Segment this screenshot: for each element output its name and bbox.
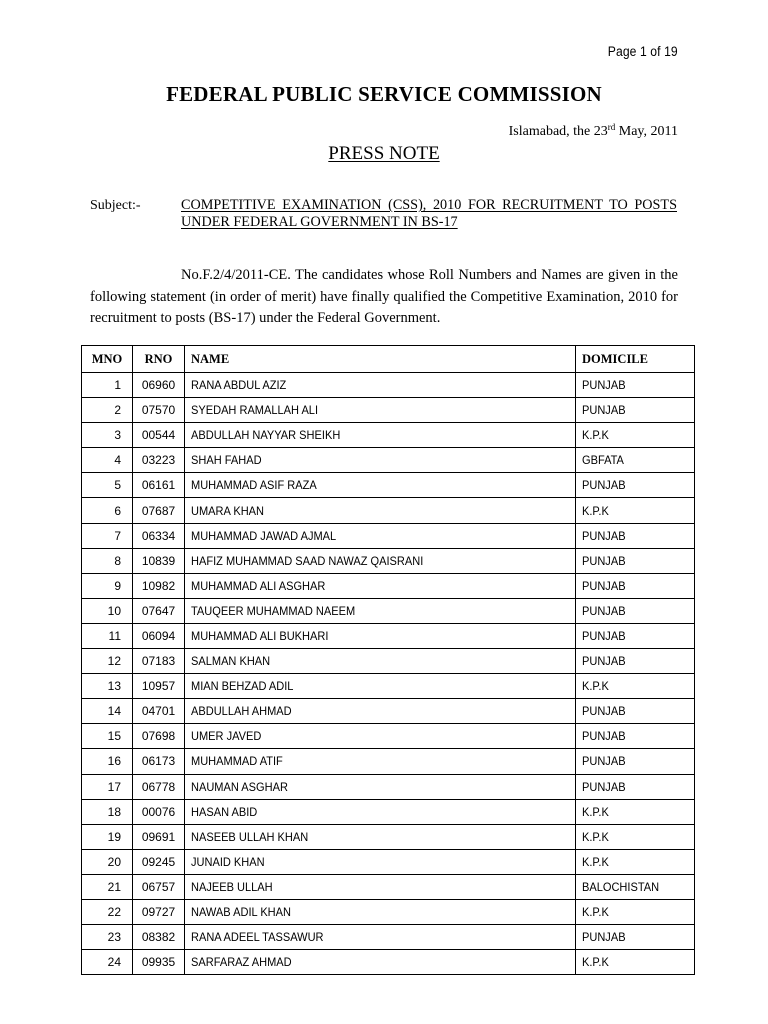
cell-domicile-text: BALOCHISTAN bbox=[582, 879, 660, 894]
cell-domicile-text: PUNJAB bbox=[582, 578, 626, 593]
cell-name-text: UMER JAVED bbox=[191, 729, 262, 744]
cell-rno: 07698 bbox=[133, 724, 185, 749]
cell-name-text: NAUMAN ASGHAR bbox=[191, 779, 288, 794]
cell-domicile-text: K.P.K bbox=[582, 854, 609, 869]
body-paragraph: No.F.2/4/2011-CE. The candidates whose Roll Numbers and Names are given in the following statement (in order of merit) have finally qualified the Competitive Examination, 2010 for recruitment to posts (BS-17) under the Federal Government. bbox=[90, 267, 678, 326]
cell-domicile-text: PUNJAB bbox=[582, 403, 626, 418]
cell-domicile-text: K.P.K bbox=[582, 428, 609, 443]
cell-domicile bbox=[576, 899, 695, 924]
cell-name-text: NAJEEB ULLAH bbox=[191, 879, 273, 894]
cell-name bbox=[185, 423, 576, 448]
cell-name bbox=[185, 623, 576, 648]
cell-domicile-text: PUNJAB bbox=[582, 528, 626, 543]
cell-domicile-text: PUNJAB bbox=[582, 603, 626, 618]
table-row bbox=[82, 749, 695, 774]
cell-domicile bbox=[576, 874, 695, 899]
table-row bbox=[82, 849, 695, 874]
cell-domicile bbox=[576, 623, 695, 648]
cell-mno: 7 bbox=[82, 523, 133, 548]
cell-mno: 14 bbox=[82, 699, 133, 724]
cell-name bbox=[185, 799, 576, 824]
cell-domicile-text: PUNJAB bbox=[582, 478, 626, 493]
cell-domicile bbox=[576, 824, 695, 849]
cell-domicile-text: PUNJAB bbox=[582, 754, 626, 769]
cell-name-text: MUHAMMAD JAWAD AJMAL bbox=[191, 528, 337, 543]
cell-domicile bbox=[576, 548, 695, 573]
cell-domicile-text: PUNJAB bbox=[582, 930, 626, 945]
cell-name bbox=[185, 899, 576, 924]
table-row bbox=[82, 774, 695, 799]
cell-mno: 6 bbox=[82, 498, 133, 523]
cell-rno: 09727 bbox=[133, 899, 185, 924]
cell-rno: 09935 bbox=[133, 950, 185, 975]
table-row bbox=[82, 799, 695, 824]
cell-name bbox=[185, 448, 576, 473]
header-rno: RNO bbox=[133, 346, 185, 373]
cell-name-text: TAUQEER MUHAMMAD NAEEM bbox=[191, 603, 356, 618]
cell-name bbox=[185, 699, 576, 724]
table-row bbox=[82, 573, 695, 598]
cell-name-text: SALMAN KHAN bbox=[191, 654, 271, 669]
cell-name-text: SYEDAH RAMALLAH ALI bbox=[191, 403, 319, 418]
table-row bbox=[82, 473, 695, 498]
table-header-row bbox=[82, 346, 695, 373]
cell-name bbox=[185, 749, 576, 774]
cell-name-text: MUHAMMAD ALI ASGHAR bbox=[191, 578, 326, 593]
cell-name-text: UMARA KHAN bbox=[191, 503, 265, 518]
table-row bbox=[82, 674, 695, 699]
cell-domicile bbox=[576, 849, 695, 874]
subject-text: COMPETITIVE EXAMINATION (CSS), 2010 FOR RECRUITMENT TO POSTS UNDER FEDERAL GOVERNMENT IN BS-17 bbox=[181, 197, 677, 230]
table-row bbox=[82, 950, 695, 975]
cell-domicile bbox=[576, 649, 695, 674]
table-row bbox=[82, 598, 695, 623]
cell-name bbox=[185, 824, 576, 849]
cell-mno: 16 bbox=[82, 749, 133, 774]
cell-domicile-text: PUNJAB bbox=[582, 779, 626, 794]
cell-name bbox=[185, 649, 576, 674]
cell-name-text: NAWAB ADIL KHAN bbox=[191, 905, 292, 920]
cell-mno: 4 bbox=[82, 448, 133, 473]
cell-rno: 06173 bbox=[133, 749, 185, 774]
cell-name bbox=[185, 674, 576, 699]
cell-mno: 23 bbox=[82, 925, 133, 950]
cell-domicile bbox=[576, 799, 695, 824]
cell-name bbox=[185, 950, 576, 975]
cell-domicile bbox=[576, 749, 695, 774]
cell-domicile bbox=[576, 573, 695, 598]
subject-label: Subject:- bbox=[90, 198, 141, 213]
cell-domicile bbox=[576, 523, 695, 548]
cell-name bbox=[185, 473, 576, 498]
cell-domicile-text: K.P.K bbox=[582, 804, 609, 819]
dateline bbox=[509, 124, 678, 140]
date-rest: May, 2011 bbox=[615, 124, 678, 139]
table-row bbox=[82, 699, 695, 724]
cell-rno: 10982 bbox=[133, 573, 185, 598]
cell-rno: 06757 bbox=[133, 874, 185, 899]
table-row bbox=[82, 925, 695, 950]
table-row bbox=[82, 824, 695, 849]
cell-domicile-text: K.P.K bbox=[582, 905, 609, 920]
cell-domicile bbox=[576, 373, 695, 398]
table-row bbox=[82, 724, 695, 749]
page-number: Page 1 of 19 bbox=[608, 44, 678, 59]
cell-name-text: ABDULLAH AHMAD bbox=[191, 704, 292, 719]
cell-domicile-text: PUNJAB bbox=[582, 704, 626, 719]
cell-rno: 04701 bbox=[133, 699, 185, 724]
table-row bbox=[82, 899, 695, 924]
cell-name-text: RANA ADEEL TASSAWUR bbox=[191, 930, 324, 945]
cell-mno: 5 bbox=[82, 473, 133, 498]
cell-domicile-text: K.P.K bbox=[582, 503, 609, 518]
cell-mno: 3 bbox=[82, 423, 133, 448]
cell-mno: 11 bbox=[82, 623, 133, 648]
header-name: NAME bbox=[185, 346, 576, 373]
cell-domicile-text: PUNJAB bbox=[582, 553, 626, 568]
table-row bbox=[82, 649, 695, 674]
cell-domicile-text: PUNJAB bbox=[582, 729, 626, 744]
cell-name bbox=[185, 774, 576, 799]
cell-mno: 10 bbox=[82, 598, 133, 623]
cell-rno: 07687 bbox=[133, 498, 185, 523]
cell-rno: 07183 bbox=[133, 649, 185, 674]
table-row bbox=[82, 874, 695, 899]
table-row bbox=[82, 498, 695, 523]
cell-name bbox=[185, 849, 576, 874]
cell-name-text: MUHAMMAD ATIF bbox=[191, 754, 283, 769]
cell-rno: 00544 bbox=[133, 423, 185, 448]
cell-mno: 12 bbox=[82, 649, 133, 674]
cell-name bbox=[185, 498, 576, 523]
cell-rno: 06161 bbox=[133, 473, 185, 498]
cell-mno: 17 bbox=[82, 774, 133, 799]
cell-name bbox=[185, 925, 576, 950]
cell-rno: 03223 bbox=[133, 448, 185, 473]
cell-name bbox=[185, 373, 576, 398]
cell-name bbox=[185, 523, 576, 548]
table-row bbox=[82, 523, 695, 548]
table-row bbox=[82, 398, 695, 423]
cell-domicile bbox=[576, 398, 695, 423]
cell-rno: 07647 bbox=[133, 598, 185, 623]
cell-rno: 06778 bbox=[133, 774, 185, 799]
cell-domicile-text: K.P.K bbox=[582, 955, 609, 970]
cell-name-text: SARFARAZ AHMAD bbox=[191, 955, 292, 970]
cell-mno: 15 bbox=[82, 724, 133, 749]
cell-name-text: NASEEB ULLAH KHAN bbox=[191, 829, 309, 844]
cell-domicile-text: PUNJAB bbox=[582, 628, 626, 643]
cell-name-text: MUHAMMAD ALI BUKHARI bbox=[191, 628, 329, 643]
cell-domicile bbox=[576, 774, 695, 799]
cell-domicile-text: K.P.K bbox=[582, 679, 609, 694]
cell-mno: 21 bbox=[82, 874, 133, 899]
cell-domicile bbox=[576, 925, 695, 950]
cell-domicile bbox=[576, 473, 695, 498]
cell-mno: 24 bbox=[82, 950, 133, 975]
cell-mno: 2 bbox=[82, 398, 133, 423]
cell-name-text: RANA ABDUL AZIZ bbox=[191, 378, 287, 393]
cell-name bbox=[185, 548, 576, 573]
cell-name-text: HASAN ABID bbox=[191, 804, 258, 819]
cell-domicile-text: GBFATA bbox=[582, 453, 624, 468]
cell-rno: 08382 bbox=[133, 925, 185, 950]
cell-mno: 13 bbox=[82, 674, 133, 699]
cell-domicile bbox=[576, 724, 695, 749]
cell-domicile bbox=[576, 498, 695, 523]
cell-name bbox=[185, 398, 576, 423]
cell-name bbox=[185, 598, 576, 623]
table-row bbox=[82, 623, 695, 648]
date-ordinal-suffix: rd bbox=[607, 122, 616, 132]
cell-name bbox=[185, 573, 576, 598]
cell-name-text: MUHAMMAD ASIF RAZA bbox=[191, 478, 317, 493]
cell-rno: 10839 bbox=[133, 548, 185, 573]
cell-mno: 18 bbox=[82, 799, 133, 824]
cell-rno: 00076 bbox=[133, 799, 185, 824]
table-row bbox=[82, 423, 695, 448]
header-domicile: DOMICILE bbox=[576, 346, 695, 373]
cell-mno: 8 bbox=[82, 548, 133, 573]
cell-rno: 09245 bbox=[133, 849, 185, 874]
cell-mno: 19 bbox=[82, 824, 133, 849]
cell-domicile bbox=[576, 423, 695, 448]
cell-name-text: ABDULLAH NAYYAR SHEIKH bbox=[191, 428, 341, 443]
cell-domicile-text: K.P.K bbox=[582, 829, 609, 844]
cell-rno: 06960 bbox=[133, 373, 185, 398]
cell-name-text: MIAN BEHZAD ADIL bbox=[191, 679, 294, 694]
cell-domicile bbox=[576, 674, 695, 699]
organization-title: FEDERAL PUBLIC SERVICE COMMISSION bbox=[166, 82, 602, 106]
cell-rno: 06094 bbox=[133, 623, 185, 648]
header-mno: MNO bbox=[82, 346, 133, 373]
table-row bbox=[82, 548, 695, 573]
cell-rno: 07570 bbox=[133, 398, 185, 423]
cell-domicile bbox=[576, 598, 695, 623]
cell-name-text: SHAH FAHAD bbox=[191, 453, 262, 468]
cell-domicile-text: PUNJAB bbox=[582, 654, 626, 669]
cell-domicile-text: PUNJAB bbox=[582, 378, 626, 393]
cell-name-text: HAFIZ MUHAMMAD SAAD NAWAZ QAISRANI bbox=[191, 553, 424, 568]
cell-domicile bbox=[576, 448, 695, 473]
table-row bbox=[82, 448, 695, 473]
cell-domicile bbox=[576, 950, 695, 975]
cell-mno: 20 bbox=[82, 849, 133, 874]
date-prefix: Islamabad, the 23 bbox=[508, 124, 608, 139]
cell-mno: 9 bbox=[82, 573, 133, 598]
cell-rno: 06334 bbox=[133, 523, 185, 548]
cell-rno: 09691 bbox=[133, 824, 185, 849]
document-title: PRESS NOTE bbox=[328, 143, 440, 164]
cell-name bbox=[185, 724, 576, 749]
cell-name bbox=[185, 874, 576, 899]
cell-name-text: JUNAID KHAN bbox=[191, 854, 265, 869]
merit-list-table bbox=[81, 345, 695, 975]
cell-mno: 22 bbox=[82, 899, 133, 924]
cell-rno: 10957 bbox=[133, 674, 185, 699]
cell-mno: 1 bbox=[82, 373, 133, 398]
cell-domicile bbox=[576, 699, 695, 724]
table-row bbox=[82, 373, 695, 398]
